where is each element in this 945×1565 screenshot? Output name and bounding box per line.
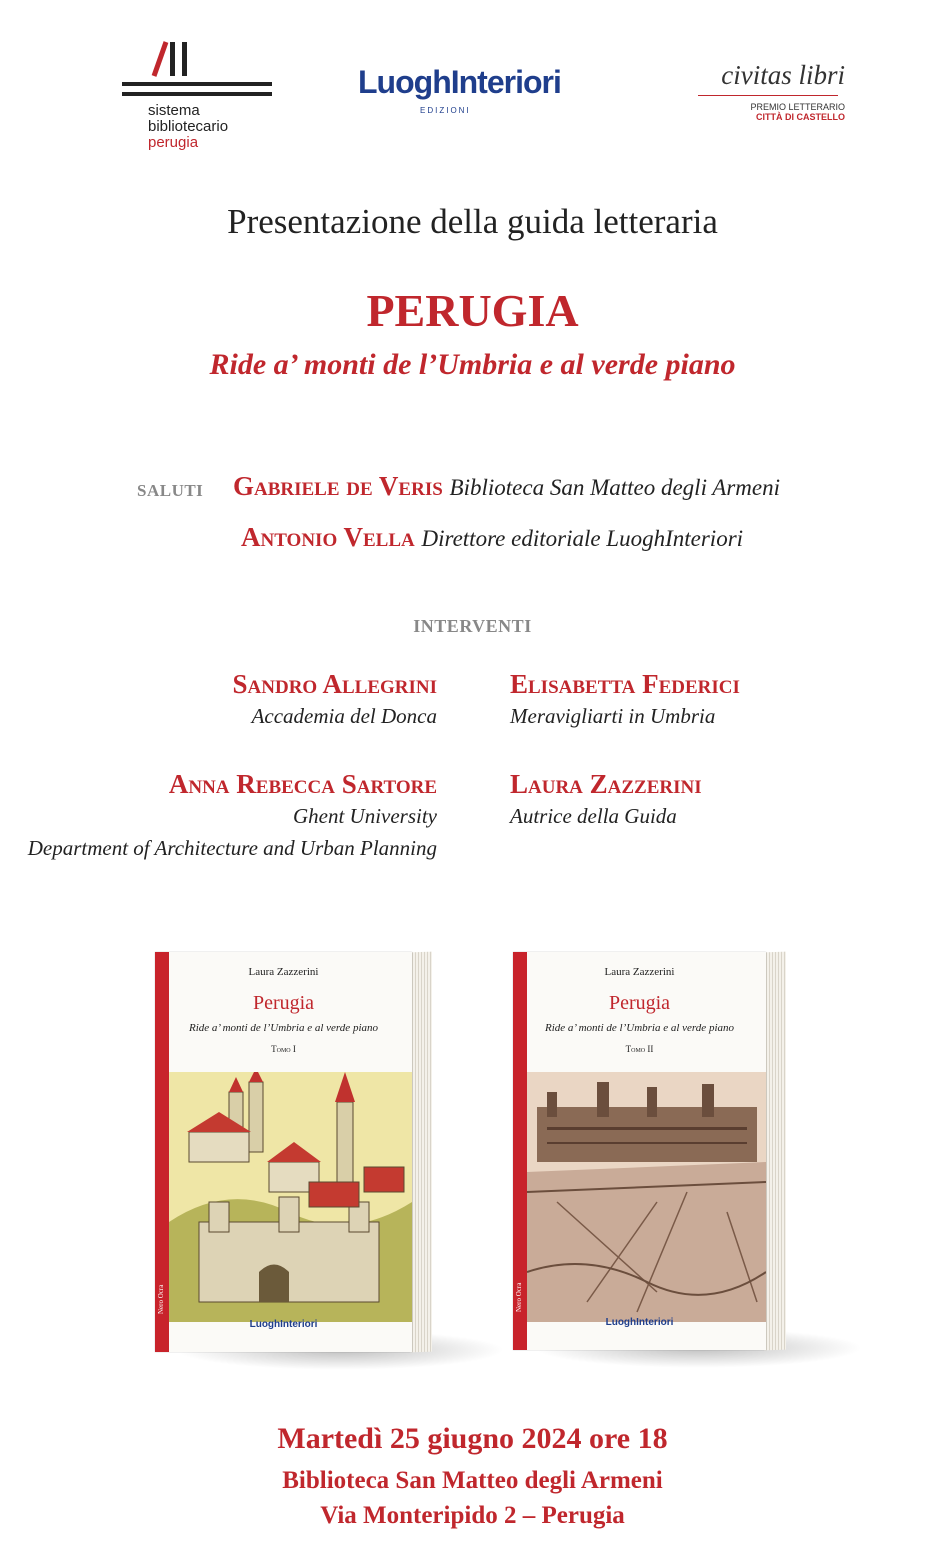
event-date: Martedì 25 giugno 2024 ore 18	[277, 1422, 668, 1455]
speaker-affiliation: Accademia del Donca	[251, 704, 437, 728]
book-tomo: Tomo I	[271, 1044, 296, 1054]
speaker-left-1	[0, 668, 437, 732]
sistema-bibliotecario-mark	[122, 40, 272, 100]
saluti-person-1	[233, 471, 780, 502]
civitas-rule	[698, 95, 838, 96]
speaker-left-2	[0, 768, 437, 864]
book-collana: Nero Ocra	[157, 1284, 165, 1314]
saluti-name-2: Antonio Vella	[241, 522, 415, 552]
civitas-line1: PREMIO LETTERARIO	[750, 102, 845, 112]
saluti-person-2	[241, 522, 743, 553]
book-title: Perugia	[608, 992, 671, 1014]
speaker-name: Sandro Allegrini	[232, 669, 437, 699]
saluti-label: SALUTI	[137, 481, 204, 500]
book-publisher: LuoghInteriori	[605, 1317, 674, 1328]
saluti-name-1: Gabriele de Veris	[233, 471, 443, 501]
speaker-affiliation: Meravigliarti in Umbria	[510, 704, 716, 728]
logo-luoghinteriori	[358, 62, 598, 132]
sistema-line1: sistema	[148, 102, 200, 119]
speaker-affiliation-2: Department of Architecture and Urban Planning	[27, 836, 437, 860]
speaker-name: Elisabetta Federici	[510, 669, 740, 699]
speaker-right-2	[510, 768, 930, 832]
saluti-role-2: Direttore editoriale LuoghInteriori	[421, 526, 744, 551]
book-cover-tomo-2	[513, 952, 766, 1350]
book-subtitle: Ride a’ monti de l’Umbria e al verde piano	[545, 1022, 734, 1034]
speaker-right-1	[510, 668, 930, 732]
saluti-role-1: Biblioteca San Matteo degli Armeni	[449, 475, 781, 500]
page-title: PERUGIA	[366, 285, 579, 336]
event-venue: Biblioteca San Matteo degli Armeni	[282, 1467, 663, 1494]
book-tomo: Tomo II	[625, 1044, 654, 1054]
sistema-line2: bibliotecario	[148, 118, 229, 135]
book-publisher: LuoghInteriori	[249, 1319, 318, 1330]
event-address: Via Monteripido 2 – Perugia	[320, 1502, 625, 1529]
logo-civitas-libri	[690, 60, 845, 130]
luoghinteriori-sub: EDIZIONI	[420, 106, 471, 115]
medieval-city-illustration	[169, 1072, 412, 1322]
book-subtitle: Ride a’ monti de l’Umbria e al verde piano	[189, 1022, 378, 1034]
speaker-name: Laura Zazzerini	[510, 769, 702, 799]
luoghinteriori-name: LuoghInteriori	[358, 64, 561, 100]
speaker-affiliation: Autrice della Guida	[510, 804, 677, 828]
civitas-name: civitas libri	[721, 60, 845, 90]
book-author: Laura Zazzerini	[604, 966, 675, 978]
interventi-label: INTERVENTI	[413, 616, 532, 636]
book-cover-tomo-1	[155, 952, 412, 1352]
sistema-line3: perugia	[148, 134, 199, 151]
logo-sistema-bibliotecario	[100, 40, 260, 160]
speaker-affiliation: Ghent University	[292, 804, 437, 828]
book-author: Laura Zazzerini	[248, 966, 319, 978]
book-collana: Nero Ocra	[515, 1282, 523, 1312]
civitas-line2: CITTÀ DI CASTELLO	[756, 112, 845, 122]
book-title: Perugia	[252, 992, 315, 1014]
intro-heading: Presentazione della guida letteraria	[227, 202, 718, 241]
city-engraving-illustration	[527, 1072, 766, 1322]
speaker-name: Anna Rebecca Sartore	[168, 769, 437, 799]
page-subtitle: Ride a’ monti de l’Umbria e al verde piano	[209, 348, 736, 381]
